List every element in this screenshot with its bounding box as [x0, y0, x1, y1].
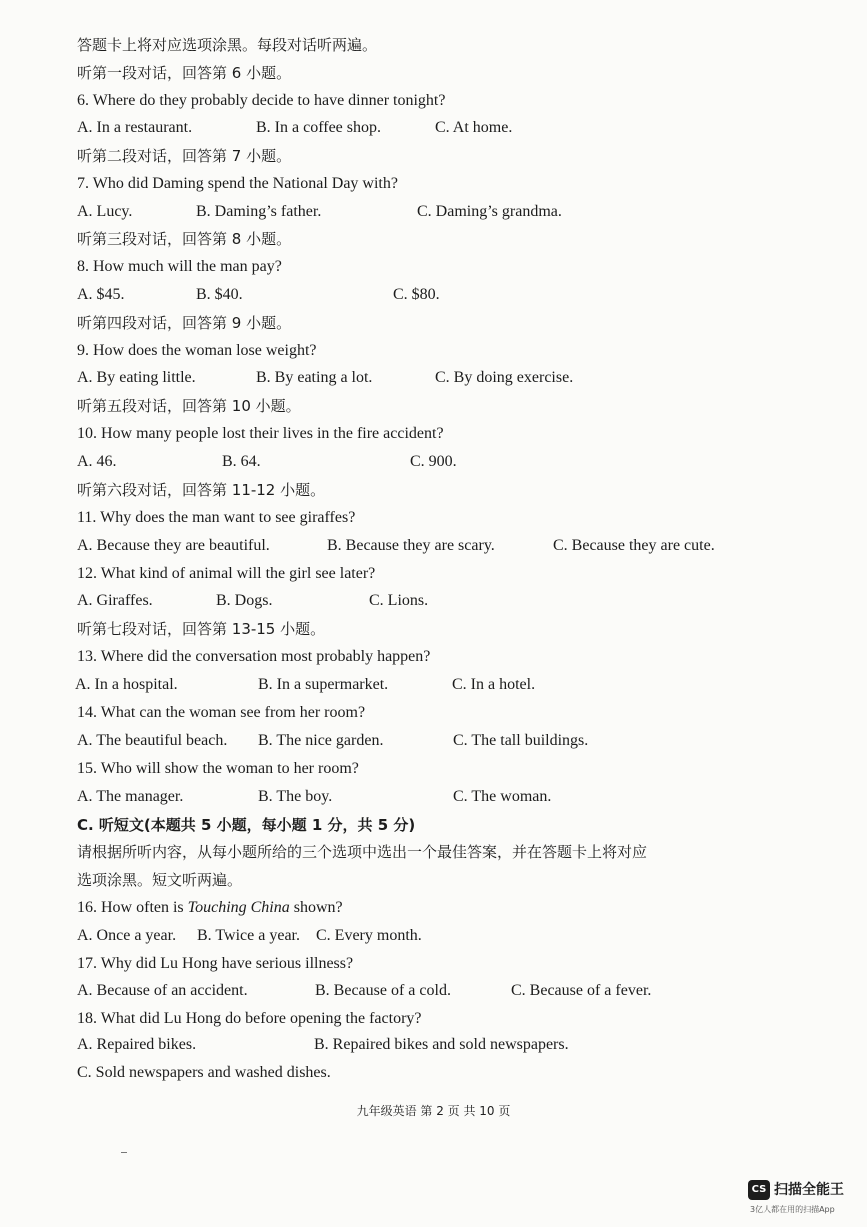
answer-option: B. Repaired bikes and sold newspapers.	[314, 1036, 569, 1053]
answer-option: C. Lions.	[369, 592, 429, 609]
answer-option: A. In a restaurant.	[77, 119, 193, 136]
answer-options	[77, 368, 837, 388]
answer-option: A. In a hospital.	[75, 676, 178, 693]
answer-option: C. $80.	[393, 286, 440, 303]
answer-options	[77, 1035, 837, 1055]
answer-option: B. Dogs.	[216, 592, 273, 609]
answer-options	[77, 591, 837, 611]
question-text: 18. What did Lu Hong do before opening the factory?	[77, 1010, 422, 1027]
answer-option: C. By doing exercise.	[435, 369, 574, 386]
camscanner-logo-icon: CS	[748, 1180, 770, 1200]
instruction-text: 听第三段对话，回答第 8 小题。	[77, 230, 292, 248]
section-heading: C. 听短文(本题共 5 小题，每小题 1 分，共 5 分)	[77, 816, 416, 834]
answer-option: B. $40.	[196, 286, 243, 303]
answer-option: C. The tall buildings.	[453, 732, 589, 749]
answer-options	[75, 675, 835, 695]
question-text: 15. Who will show the woman to her room?	[77, 760, 359, 777]
answer-options	[77, 452, 837, 472]
answer-option: A. Because they are beautiful.	[77, 537, 270, 554]
question-text: 10. How many people lost their lives in the fire accident?	[77, 425, 444, 442]
answer-option: C. In a hotel.	[452, 676, 536, 693]
page-footer: 九年级英语 第 2 页 共 10 页	[356, 1104, 511, 1118]
scanner-watermark	[748, 1178, 860, 1222]
answer-options	[77, 787, 837, 807]
answer-option: A. Lucy.	[77, 203, 133, 220]
answer-options	[77, 536, 837, 556]
answer-option: A. Because of an accident.	[77, 982, 248, 999]
answer-option: B. In a supermarket.	[258, 676, 389, 693]
answer-option: A. By eating little.	[77, 369, 196, 386]
answer-option: A. $45.	[77, 286, 125, 303]
answer-option: B. Because of a cold.	[315, 982, 451, 999]
answer-option: C. Because they are cute.	[553, 537, 715, 554]
answer-option: A. Once a year.	[77, 927, 177, 944]
question-text: 7. Who did Daming spend the National Day with?	[77, 175, 398, 192]
instruction-text: 听第五段对话，回答第 10 小题。	[77, 397, 301, 415]
answer-option: C. At home.	[435, 119, 513, 136]
answer-option: B. Daming’s father.	[196, 203, 322, 220]
answer-option: B. By eating a lot.	[256, 369, 373, 386]
answer-options	[77, 202, 837, 222]
question-text: 14. What can the woman see from her room?	[77, 704, 366, 721]
question-text-part: 16. How often is	[77, 899, 188, 916]
instruction-text: 选项涂黑。短文听两遍。	[77, 871, 243, 889]
program-title: Touching China	[187, 899, 290, 916]
answer-options	[77, 118, 837, 138]
question-text: 8. How much will the man pay?	[77, 258, 282, 275]
answer-option: A. Giraffes.	[77, 592, 153, 609]
answer-options	[77, 926, 837, 946]
question-text-part: shown?	[289, 899, 343, 916]
instruction-text: 听第一段对话，回答第 6 小题。	[77, 64, 292, 82]
answer-option: B. 64.	[222, 453, 261, 470]
answer-options	[77, 731, 837, 751]
instruction-text: 听第四段对话，回答第 9 小题。	[77, 314, 292, 332]
instruction-text: 请根据所听内容，从每小题所给的三个选项中选出一个最佳答案，并在答题卡上将对应	[77, 843, 648, 861]
answer-option: B. In a coffee shop.	[256, 119, 381, 136]
answer-option: B. Because they are scary.	[327, 537, 495, 554]
answer-options	[77, 285, 837, 305]
answer-option: B. The boy.	[258, 788, 333, 805]
question-text: 17. Why did Lu Hong have serious illness?	[77, 955, 354, 972]
question-text: 13. Where did the conversation most probably happen?	[77, 648, 431, 665]
scan-speck	[121, 1152, 127, 1153]
answer-option: A. The beautiful beach.	[77, 732, 228, 749]
question-text	[77, 898, 343, 918]
answer-option: C. Daming’s grandma.	[417, 203, 562, 220]
question-text: C. Sold newspapers and washed dishes.	[77, 1064, 331, 1081]
answer-options	[77, 981, 837, 1001]
instruction-text: 答题卡上将对应选项涂黑。每段对话听两遍。	[77, 36, 378, 54]
answer-option: B. Twice a year.	[197, 927, 300, 944]
answer-option: C. Because of a fever.	[511, 982, 652, 999]
answer-option: B. The nice garden.	[258, 732, 384, 749]
answer-option: C. The woman.	[453, 788, 552, 805]
question-text: 12. What kind of animal will the girl see later?	[77, 565, 376, 582]
answer-option: A. 46.	[77, 453, 117, 470]
answer-option: C. 900.	[410, 453, 457, 470]
question-text: 11. Why does the man want to see giraffes?	[77, 509, 356, 526]
answer-option: A. The manager.	[77, 788, 184, 805]
answer-option: A. Repaired bikes.	[77, 1036, 197, 1053]
instruction-text: 听第七段对话，回答第 13-15 小题。	[77, 620, 326, 638]
instruction-text: 听第六段对话，回答第 11-12 小题。	[77, 481, 326, 499]
question-text: 6. Where do they probably decide to have dinner tonight?	[77, 92, 446, 109]
watermark-tagline: 3亿人都在用的扫描App	[750, 1205, 835, 1214]
instruction-text: 听第二段对话，回答第 7 小题。	[77, 147, 292, 165]
question-text: 9. How does the woman lose weight?	[77, 342, 317, 359]
answer-option: C. Every month.	[316, 927, 422, 944]
watermark-app-name: 扫描全能王	[774, 1182, 844, 1198]
